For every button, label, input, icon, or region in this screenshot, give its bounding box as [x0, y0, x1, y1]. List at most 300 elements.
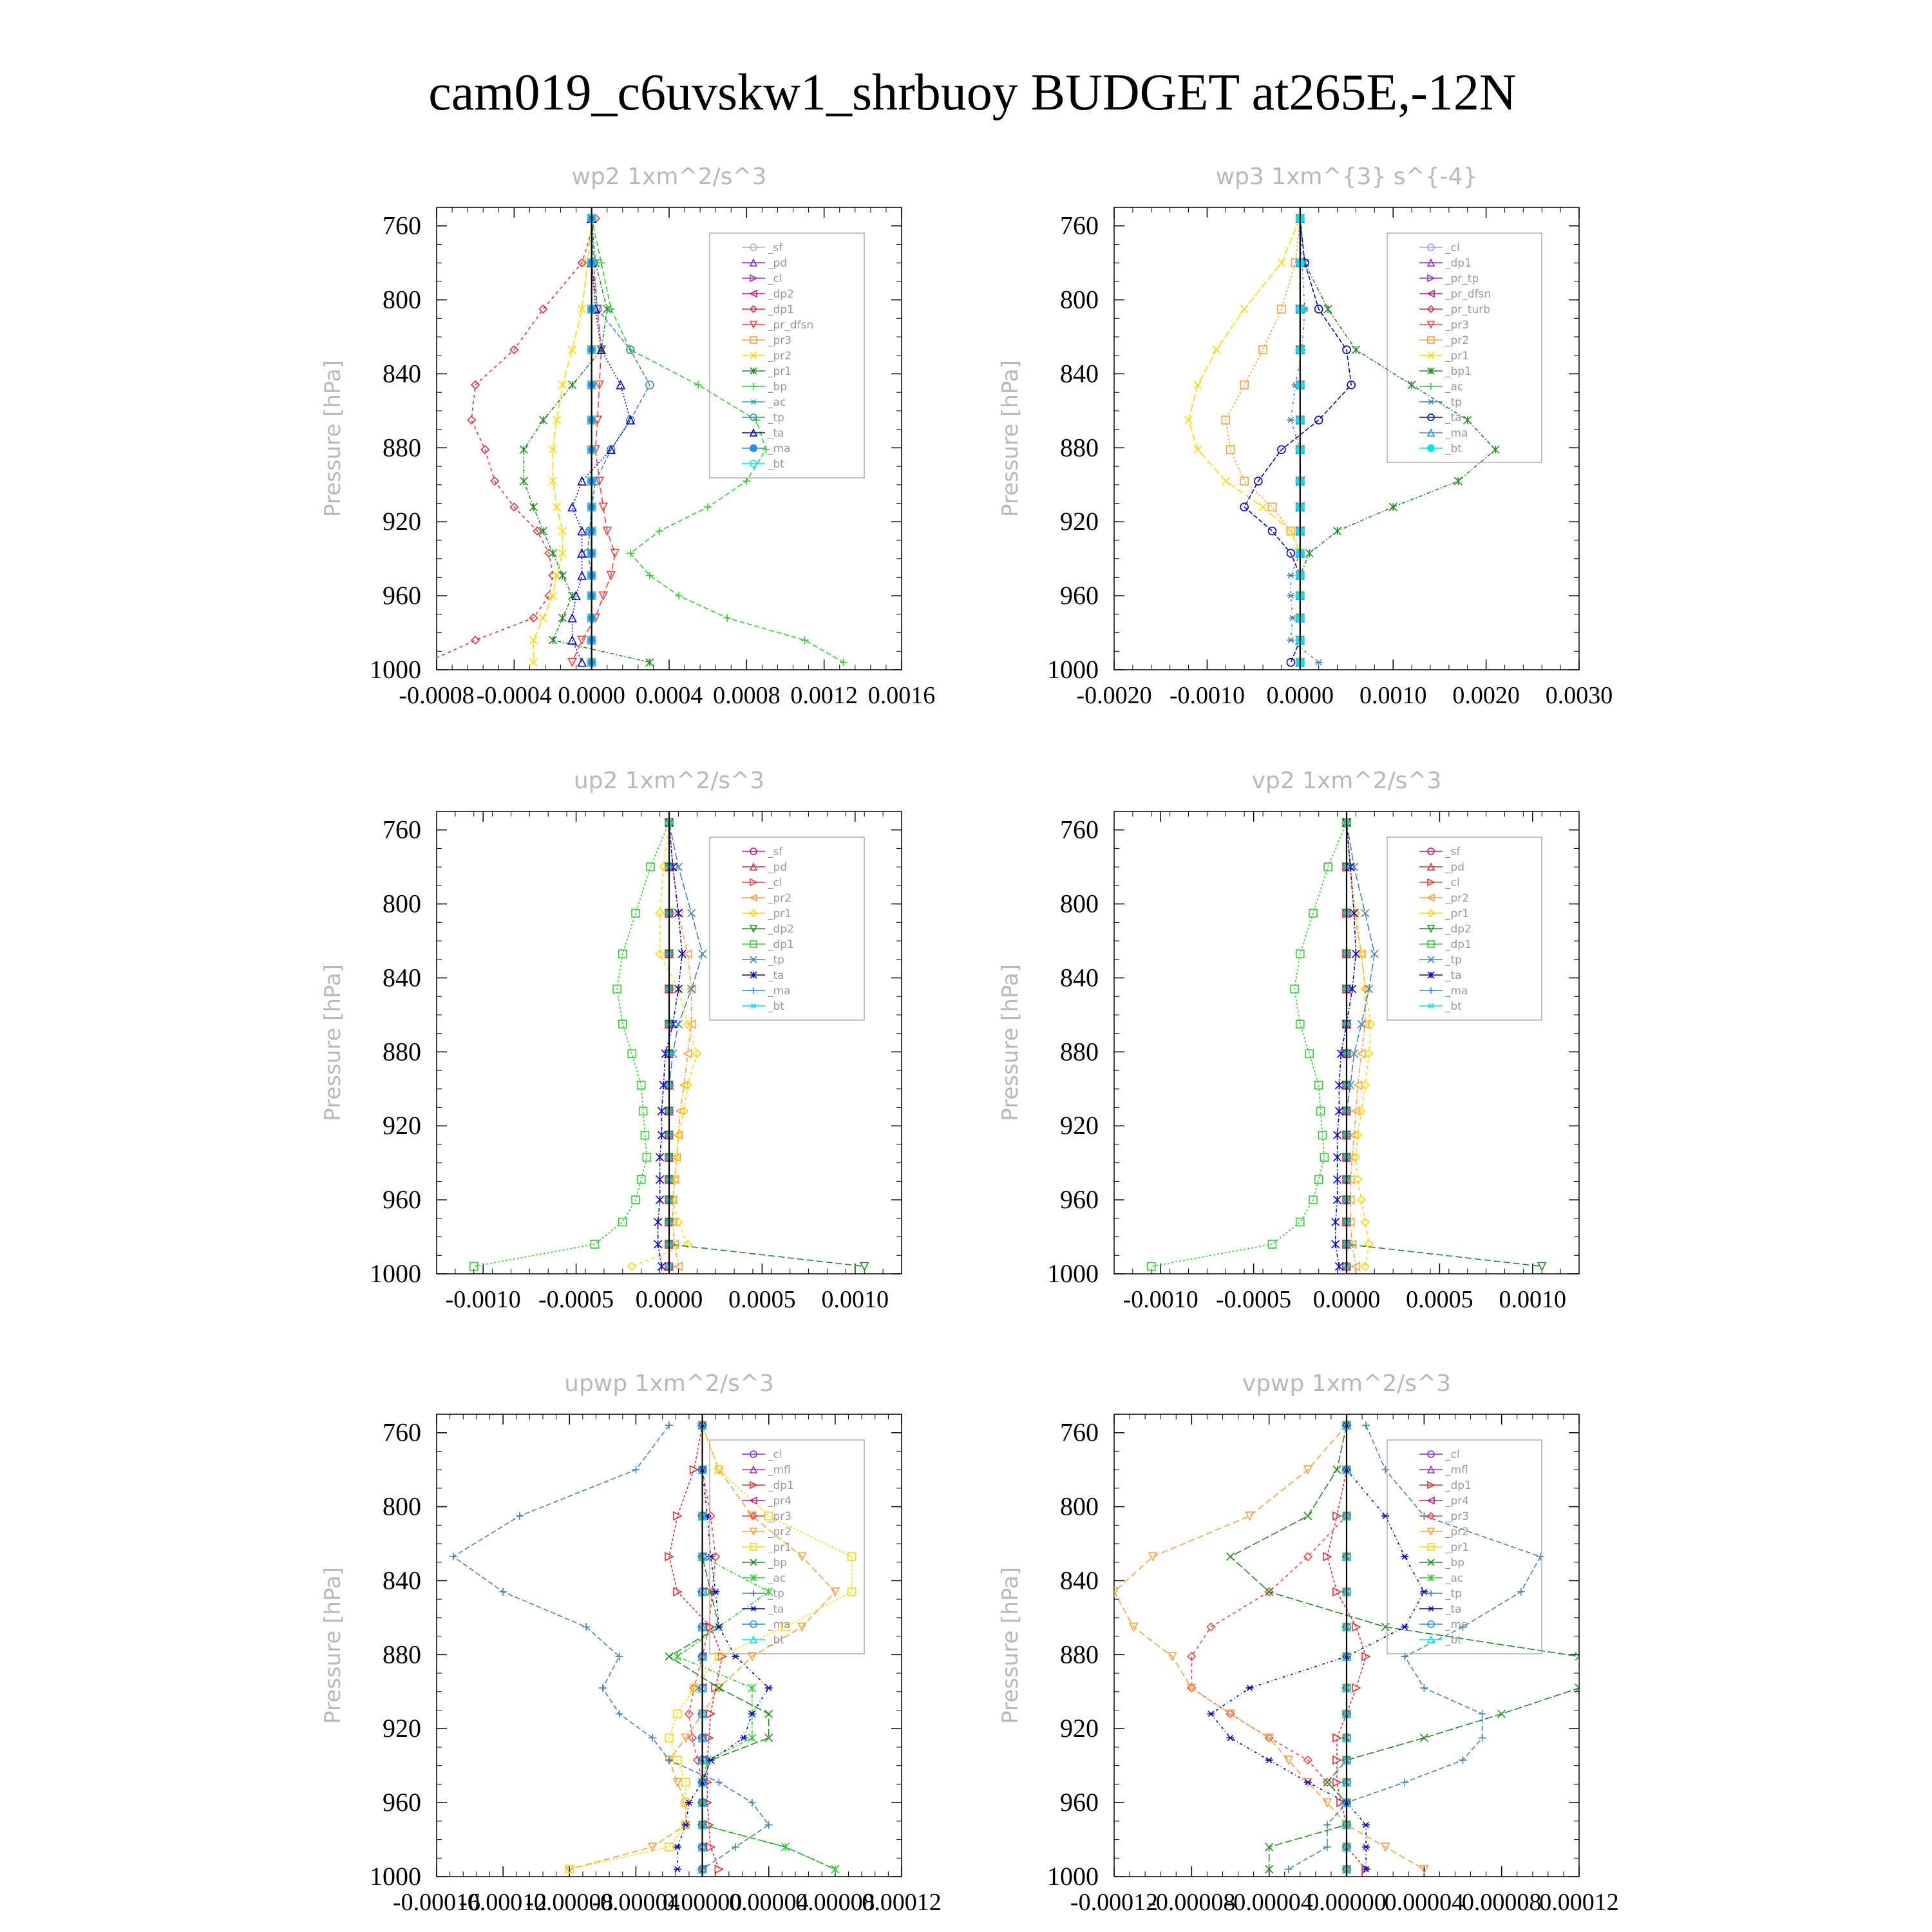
legend-entry	[742, 969, 784, 982]
legend-label: _bt	[1445, 1634, 1462, 1647]
data-point	[539, 416, 547, 424]
legend-entry	[742, 272, 782, 285]
data-point	[674, 1866, 681, 1871]
data-point	[1334, 527, 1341, 535]
data-point	[1222, 477, 1229, 485]
series-pr2	[529, 214, 595, 666]
data-point	[658, 1132, 665, 1139]
data-point	[646, 659, 654, 667]
legend-label: _cl	[768, 272, 782, 285]
data-point	[765, 1685, 773, 1690]
legend-label: _ta	[768, 969, 784, 982]
legend-entry	[742, 1572, 786, 1585]
legend-label: _dp1	[1445, 1479, 1472, 1492]
data-point	[1335, 1107, 1343, 1115]
legend-label: _ac	[1445, 381, 1464, 393]
legend-label: _pr2	[768, 892, 792, 905]
legend-label: _cl	[1445, 876, 1460, 889]
legend-entry	[742, 427, 784, 440]
series-line	[1231, 1425, 1580, 1869]
data-point	[1381, 1513, 1389, 1519]
legend-label: _ma	[1445, 1618, 1468, 1631]
data-point	[1268, 503, 1276, 511]
legend-entry	[1419, 1526, 1469, 1539]
data-point-shape	[468, 416, 475, 424]
y-tick-label: 920	[1060, 507, 1099, 536]
data-point	[723, 614, 731, 622]
x-tick-label: 0.00012	[1539, 1889, 1619, 1916]
legend-label: _ma	[1445, 427, 1468, 440]
legend-entry	[742, 1464, 791, 1477]
series-line	[533, 218, 591, 662]
x-tick-label: -0.0008	[399, 682, 475, 709]
data-point	[1246, 1685, 1254, 1690]
data-point	[649, 1734, 656, 1742]
data-point	[616, 1710, 623, 1718]
legend-entry	[742, 892, 791, 905]
y-tick-label: 1000	[1047, 1862, 1099, 1891]
legend-label: _tp	[1445, 1587, 1462, 1600]
legend-label: _dp1	[1445, 257, 1472, 270]
y-tick-label: 800	[1060, 285, 1099, 314]
data-point	[632, 1466, 639, 1473]
legend-marker	[750, 1004, 757, 1009]
data-point	[1352, 346, 1359, 354]
data-point	[1324, 305, 1332, 313]
data-point	[423, 659, 431, 667]
legend-entry	[1419, 242, 1460, 254]
data-point	[665, 1843, 673, 1851]
x-tick-label: -0.0010	[445, 1286, 521, 1313]
legend-label: _pr2	[768, 350, 792, 363]
data-point-shape	[619, 1218, 627, 1226]
legend-label: _bt	[768, 1634, 784, 1647]
panel-title: up2 1xm^2/s^3	[573, 768, 765, 794]
series-line	[1189, 218, 1300, 662]
data-point	[628, 1050, 636, 1057]
data-point-shape	[1315, 1176, 1323, 1184]
data-point	[599, 1684, 607, 1692]
legend-label: _dp1	[1445, 938, 1472, 951]
x-tick-label: -0.00008	[526, 1889, 614, 1916]
x-tick-label: 0.0012	[790, 682, 858, 709]
legend-entry	[1419, 1448, 1460, 1461]
legend-label: _pr_dfsn	[1445, 288, 1492, 301]
data-point-shape	[578, 572, 586, 580]
panel-title: vp2 1xm^2/s^3	[1251, 768, 1442, 794]
data-point	[1323, 1821, 1331, 1829]
data-point	[674, 985, 682, 993]
x-tick-label: 0.0000	[1266, 682, 1334, 709]
data-point-shape	[1296, 1020, 1304, 1028]
legend-entry	[1419, 1603, 1462, 1616]
data-point	[569, 503, 576, 511]
legend-marker	[750, 383, 757, 390]
x-tick-label: 0.0008	[713, 682, 781, 709]
data-point	[1454, 477, 1462, 485]
data-point	[617, 381, 625, 389]
y-tick-label: 760	[383, 815, 421, 844]
data-point	[559, 614, 567, 622]
legend-label: _pr3	[768, 1510, 792, 1523]
data-point	[1305, 1050, 1313, 1057]
data-point	[1213, 346, 1220, 354]
y-tick-label: 880	[1060, 433, 1099, 462]
chart-panel-0	[320, 164, 935, 709]
data-point	[1287, 573, 1294, 578]
legend-entry	[1419, 303, 1490, 316]
legend-marker	[1428, 1590, 1434, 1596]
series-ta	[674, 1423, 773, 1872]
data-point	[1304, 1512, 1312, 1520]
y-tick-label: 960	[383, 581, 421, 611]
series-tp	[450, 1421, 773, 1873]
legend-entry	[742, 381, 787, 393]
series-bp	[1227, 1421, 1584, 1873]
series-pr2	[1222, 214, 1304, 666]
legend-entry	[1419, 1557, 1464, 1569]
x-tick-label: 0.00012	[862, 1889, 942, 1916]
x-tick-label: 0.0010	[1499, 1286, 1567, 1313]
x-tick-label: 0.0000	[635, 1286, 703, 1313]
legend-entry	[742, 365, 791, 378]
legend-entry	[742, 846, 783, 858]
panel-title: wp3 1xm^{3} s^{-4}	[1215, 164, 1478, 190]
legend-label: _pd	[768, 257, 788, 270]
legend-label: _pr2	[768, 1526, 792, 1539]
legend-label: _pr1	[1445, 1541, 1470, 1554]
data-point	[831, 1866, 839, 1873]
legend-entry	[742, 923, 794, 936]
y-tick-label: 840	[1060, 963, 1099, 992]
series-dp1	[665, 1421, 726, 1873]
data-point	[658, 1107, 665, 1115]
legend-label: _pr_turb	[1445, 303, 1491, 316]
data-point	[1259, 503, 1267, 511]
legend-marker	[1428, 383, 1434, 390]
y-tick-label: 1000	[370, 655, 421, 684]
data-point	[1334, 1132, 1341, 1139]
figure-title: cam019_c6uvskw1_shrbuoy BUDGET at265E,-12N	[428, 64, 1517, 121]
y-tick-label: 840	[1060, 359, 1099, 388]
series-line	[1191, 1425, 1347, 1869]
legend-label: _bt	[1445, 442, 1462, 455]
x-tick-label: -0.0010	[1169, 682, 1245, 709]
y-tick-label: 880	[383, 1037, 421, 1066]
data-point	[520, 477, 527, 485]
data-point	[656, 527, 663, 535]
data-point	[675, 592, 683, 600]
data-point	[765, 1821, 773, 1829]
data-point	[529, 659, 537, 667]
series-tp	[1285, 1421, 1544, 1873]
legend-label: _pr3	[1445, 319, 1470, 332]
data-point-shape	[1305, 1050, 1313, 1057]
y-tick-label: 760	[1060, 211, 1099, 240]
data-point	[740, 1735, 748, 1740]
chart-panels	[320, 164, 1619, 1916]
legend-label: _pr1	[768, 907, 792, 920]
chart-panel-2	[320, 768, 902, 1313]
legend-label: _pr1	[1445, 350, 1470, 363]
y-tick-label: 760	[383, 211, 421, 240]
data-point	[674, 1512, 681, 1520]
data-point	[1334, 1153, 1341, 1161]
x-tick-label: -0.00012	[459, 1889, 547, 1916]
y-tick-label: 960	[383, 1788, 421, 1817]
legend-label: _ta	[768, 427, 784, 440]
legend-entry	[1419, 923, 1472, 936]
legend-entry	[742, 1526, 791, 1539]
legend-label: _bt	[768, 1000, 784, 1013]
data-point	[549, 549, 557, 557]
data-point	[665, 1756, 673, 1764]
chart-panel-5	[998, 1370, 1619, 1916]
data-point	[578, 527, 586, 535]
legend-label: _pd	[1445, 861, 1465, 874]
data-point-shape	[674, 1779, 681, 1786]
data-point	[1287, 417, 1294, 422]
legend-label: _pr_dfsn	[768, 319, 814, 332]
y-tick-label: 840	[1060, 1566, 1099, 1595]
x-tick-label: -0.00004	[592, 1889, 680, 1916]
data-point	[1259, 346, 1267, 354]
data-point	[1240, 381, 1248, 389]
legend-label: _bt	[1445, 1000, 1462, 1013]
panel-title: wp2 1xm^2/s^3	[571, 164, 767, 190]
plot-frame	[437, 1414, 902, 1877]
data-point	[715, 1866, 723, 1873]
data-point	[516, 1512, 524, 1520]
x-tick-label: 0.00000	[1307, 1889, 1387, 1916]
data-point	[1352, 1684, 1360, 1692]
data-point	[619, 1020, 627, 1028]
plot-area	[1110, 1414, 1583, 1877]
y-axis-label: Pressure [hPa]	[320, 360, 346, 517]
legend-entry	[1419, 442, 1462, 455]
y-axis-label: Pressure [hPa]	[998, 1567, 1023, 1724]
data-point	[569, 592, 576, 600]
data-point	[468, 416, 475, 424]
data-point	[674, 1779, 681, 1786]
legend-entry	[1419, 861, 1464, 874]
data-point	[1315, 659, 1323, 665]
data-point-shape	[1352, 1623, 1360, 1631]
x-tick-label: 0.0030	[1545, 682, 1613, 709]
y-tick-label: 760	[383, 1417, 421, 1447]
legend-entry	[1419, 954, 1462, 967]
x-tick-label: 0.00008	[1461, 1889, 1542, 1916]
legend-entry	[1419, 1495, 1469, 1508]
legend-entry	[1419, 907, 1469, 920]
series-line	[592, 218, 844, 662]
legend-marker	[1428, 1607, 1434, 1611]
legend-label: _pr_tp	[1445, 272, 1479, 285]
series-line	[1289, 1425, 1540, 1869]
legend-entry	[742, 954, 784, 967]
data-point	[1362, 1844, 1370, 1850]
data-point	[704, 503, 712, 511]
y-tick-label: 960	[1060, 1788, 1099, 1817]
legend-marker	[1428, 1004, 1434, 1009]
y-tick-label: 880	[383, 1640, 421, 1669]
legend-entry	[1419, 1618, 1468, 1631]
data-point	[656, 1176, 664, 1184]
x-tick-label: -0.0005	[538, 1286, 614, 1313]
data-point	[1287, 527, 1294, 535]
data-point	[1334, 1196, 1341, 1204]
x-tick-label: -0.0020	[1076, 682, 1152, 709]
data-point	[674, 1218, 682, 1226]
panel-title: upwp 1xm^2/s^3	[564, 1370, 774, 1397]
legend-entry	[1419, 427, 1468, 440]
data-point-shape	[619, 1020, 627, 1028]
x-tick-label: 0.00004	[728, 1889, 809, 1916]
data-point	[656, 1196, 664, 1204]
legend-entry	[742, 257, 787, 270]
y-tick-label: 840	[383, 1566, 421, 1595]
series-dp1	[1148, 819, 1350, 1270]
legend-label: _pr4	[768, 1495, 792, 1508]
legend	[710, 837, 864, 1020]
data-point	[1408, 381, 1416, 389]
y-tick-label: 1000	[1047, 655, 1099, 684]
legend-entry	[742, 907, 791, 920]
legend-marker	[1428, 400, 1434, 404]
data-point-shape	[1268, 527, 1276, 535]
x-tick-label: 0.0000	[1312, 1286, 1381, 1313]
data-point	[1194, 381, 1202, 389]
series-pr1	[520, 214, 654, 666]
data-point	[1240, 305, 1248, 313]
data-point-shape	[1259, 346, 1267, 354]
data-point	[1278, 259, 1285, 267]
data-point	[1323, 1843, 1331, 1851]
x-tick-label: 0.0020	[1452, 682, 1520, 709]
y-axis-label: Pressure [hPa]	[998, 360, 1023, 517]
legend-entry	[1419, 938, 1472, 951]
data-point	[656, 1153, 664, 1161]
data-point	[654, 1218, 662, 1226]
legend-label: _pr2	[1445, 1526, 1470, 1539]
legend-label: _dp2	[768, 288, 794, 301]
data-point-shape	[423, 659, 431, 667]
panel-title: vpwp 1xm^2/s^3	[1242, 1370, 1452, 1397]
legend-entry	[742, 1618, 790, 1631]
legend-label: _ma	[768, 442, 791, 455]
x-tick-label: -0.00012	[1070, 1889, 1159, 1916]
legend-entry	[1419, 876, 1460, 889]
data-point	[674, 1653, 681, 1660]
data-point	[499, 1588, 507, 1596]
legend-entry	[1419, 969, 1462, 982]
legend-entry	[742, 1000, 784, 1013]
data-point	[748, 1684, 756, 1692]
data-point-shape	[578, 659, 586, 667]
data-point	[1227, 1553, 1235, 1560]
series-line	[669, 822, 703, 1266]
series-pr2	[1110, 1421, 1428, 1873]
legend-entry	[742, 861, 787, 874]
plot-area	[470, 811, 868, 1274]
data-point-shape	[539, 305, 547, 313]
legend-entry	[1419, 272, 1479, 285]
data-point	[743, 477, 750, 485]
legend-entry	[1419, 892, 1469, 905]
legend	[1387, 1440, 1542, 1654]
data-point	[1464, 416, 1472, 424]
legend-label: _pr3	[1445, 1510, 1470, 1523]
data-point-shape	[715, 1866, 723, 1873]
series-line	[588, 218, 650, 662]
x-tick-label: -0.00004	[1225, 1889, 1313, 1916]
y-tick-label: 840	[383, 963, 421, 992]
legend-entry	[1419, 1000, 1462, 1013]
data-point	[539, 614, 547, 622]
x-tick-label: -0.0010	[1122, 1286, 1198, 1313]
series-line	[669, 1425, 723, 1869]
series-ta	[1207, 1423, 1428, 1872]
data-point	[1361, 909, 1369, 917]
data-point	[578, 572, 586, 580]
data-point	[1323, 1553, 1331, 1560]
y-axis-label: Pressure [hPa]	[320, 1567, 346, 1724]
series-line	[677, 1425, 835, 1869]
x-tick-label: 0.0005	[1406, 1286, 1473, 1313]
series-pr1	[1185, 214, 1304, 666]
legend-entry	[1419, 1541, 1469, 1554]
y-tick-label: 880	[383, 433, 421, 462]
legend-marker	[750, 445, 757, 452]
series-ta	[569, 214, 634, 666]
data-point-shape	[1333, 1588, 1341, 1596]
data-point	[1305, 549, 1313, 557]
data-point	[748, 1734, 756, 1742]
series-line	[1347, 822, 1542, 1266]
series-pr1	[628, 819, 701, 1270]
x-tick-label: 0.00000	[662, 1889, 743, 1916]
data-point-shape	[638, 1176, 645, 1184]
series-dp2	[1343, 819, 1546, 1270]
legend-label: _pr4	[1445, 1495, 1470, 1508]
legend-label: _cl	[1445, 1448, 1460, 1461]
data-point	[578, 659, 586, 667]
data-point	[549, 636, 557, 644]
data-point	[665, 1421, 673, 1429]
chart-panel-1	[998, 164, 1613, 709]
data-point	[1401, 1624, 1408, 1629]
series-ac	[674, 1421, 839, 1873]
data-point	[1194, 446, 1202, 453]
data-point-shape	[1287, 659, 1294, 667]
legend-entry	[742, 288, 794, 301]
legend-entry	[1419, 846, 1461, 858]
legend-marker-shape	[750, 445, 757, 452]
data-point	[1517, 1588, 1525, 1596]
data-point	[578, 636, 586, 644]
data-point	[674, 909, 682, 917]
legend-label: _cl	[768, 876, 782, 889]
legend-entry	[742, 319, 813, 332]
legend-entry	[742, 1448, 782, 1461]
data-point	[1358, 1020, 1365, 1028]
legend-label: _pd	[768, 861, 788, 874]
legend-label: _ta	[768, 1603, 784, 1616]
legend-label: _ta	[1445, 1603, 1462, 1616]
data-point	[1401, 1779, 1408, 1786]
data-point	[1335, 1081, 1343, 1089]
legend-label: _mfl	[768, 1464, 791, 1477]
